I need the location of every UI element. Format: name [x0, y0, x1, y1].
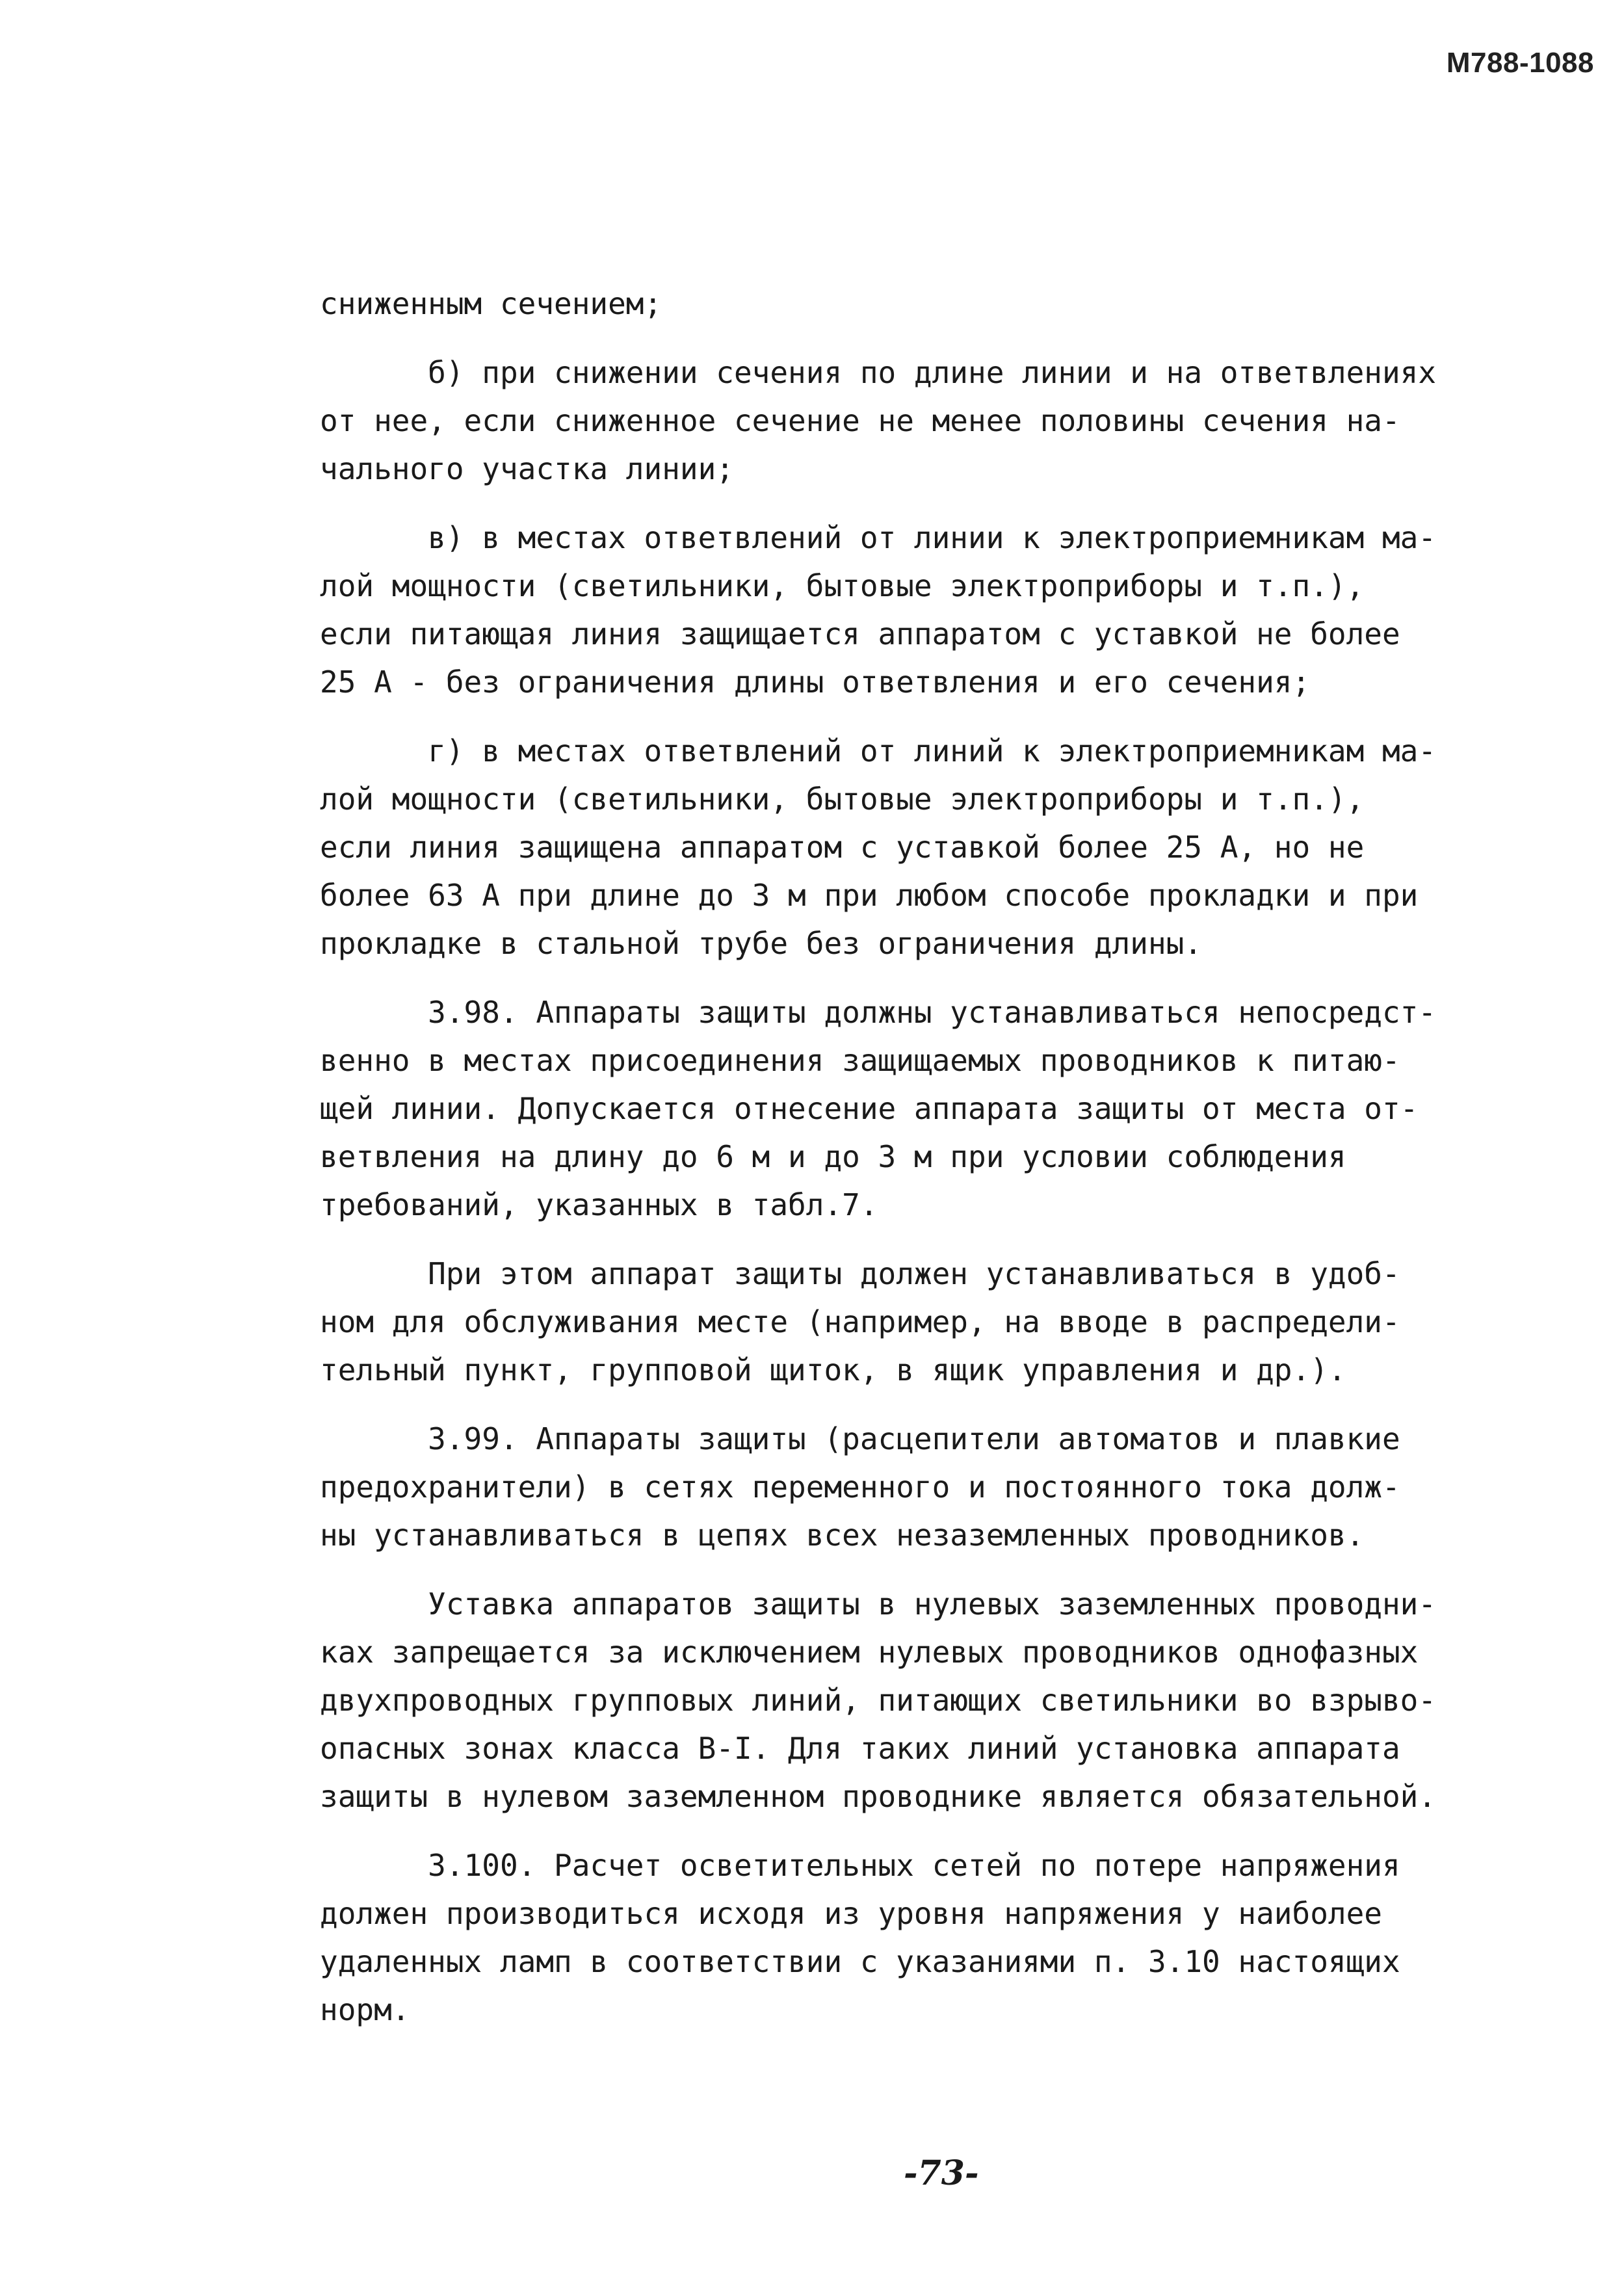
paragraph — [320, 1250, 1565, 1394]
paragraph — [320, 280, 1565, 328]
text-line: норм. — [320, 1992, 410, 2027]
page-number: -73- — [904, 2153, 979, 2193]
text-line: ветвления на длину до 6 м и до 3 м при условии соблюдения — [320, 1139, 1346, 1174]
text-line: венно в местах присоединения защищаемых проводников к питаю- — [320, 1043, 1400, 1078]
text-line: При этом аппарат защиты должен устанавливаться в удоб- — [320, 1256, 1400, 1291]
paragraph — [320, 1580, 1565, 1821]
text-line: двухпроводных групповых линий, питающих светильники во взрыво- — [320, 1683, 1437, 1718]
text-line: лой мощности (светильники, бытовые электроприборы и т.п.), — [320, 782, 1365, 817]
text-line: г) в местах ответвлений от линий к электроприемникам ма- — [320, 733, 1437, 769]
text-line: в) в местах ответвлений от линии к электроприемникам ма- — [320, 520, 1437, 555]
text-line: щей линии. Допускается отнесение аппарата защиты от места от- — [320, 1091, 1419, 1126]
text-line: 25 А - без ограничения длины ответвления и его сечения; — [320, 664, 1311, 700]
text-line: ках запрещается за исключением нулевых проводников однофазных — [320, 1635, 1419, 1670]
paragraph — [320, 727, 1565, 967]
text-line: если питающая линия защищается аппаратом с уставкой не более — [320, 616, 1400, 651]
text-line: требований, указанных в табл.7. — [320, 1187, 878, 1222]
text-line: б) при снижении сечения по длине линии и на ответвлениях — [320, 355, 1437, 390]
text-line: прокладке в стальной трубе без ограничения длины. — [320, 926, 1203, 961]
text-line: 3.98. Аппараты защиты должны устанавливаться непосредст- — [320, 995, 1437, 1030]
text-line: защиты в нулевом заземленном проводнике является обязательной. — [320, 1779, 1437, 1814]
text-line: Уставка аппаратов защиты в нулевых заземленных проводни- — [320, 1586, 1437, 1622]
paragraph — [320, 514, 1565, 706]
text-line: предохранители) в сетях переменного и постоянного тока долж- — [320, 1469, 1400, 1505]
text-line: более 63 А при длине до 3 м при любом способе прокладки и при — [320, 878, 1419, 913]
text-line: тельный пункт, групповой щиток, в ящик управления и др.). — [320, 1352, 1346, 1387]
text-line: если линия защищена аппаратом с уставкой более 25 А, но не — [320, 830, 1365, 865]
text-line: удаленных ламп в соответствии с указаниями п. 3.10 настоящих — [320, 1944, 1400, 1979]
text-line: должен производиться исходя из уровня напряжения у наиболее — [320, 1896, 1382, 1931]
paragraph — [320, 348, 1565, 493]
text-line: опасных зонах класса В-I. Для таких линий установка аппарата — [320, 1731, 1400, 1766]
document-body — [320, 280, 1565, 2034]
document-code: М788-1088 — [1446, 47, 1594, 79]
text-line: 3.99. Аппараты защиты (расцепители автоматов и плавкие — [320, 1421, 1400, 1456]
paragraph — [320, 1841, 1565, 2034]
text-line: лой мощности (светильники, бытовые электроприборы и т.п.), — [320, 568, 1365, 603]
text-line: ном для обслуживания месте (например, на вводе в распредели- — [320, 1304, 1400, 1339]
paragraph — [320, 988, 1565, 1229]
text-line: от нее, если сниженное сечение не менее половины сечения на- — [320, 403, 1400, 438]
text-line: сниженным сечением; — [320, 286, 662, 321]
text-line: 3.100. Расчет осветительных сетей по потере напряжения — [320, 1848, 1400, 1883]
text-line: чального участка линии; — [320, 451, 734, 486]
text-line: ны устанавливаться в цепях всех незаземленных проводников. — [320, 1518, 1365, 1553]
paragraph — [320, 1415, 1565, 1559]
